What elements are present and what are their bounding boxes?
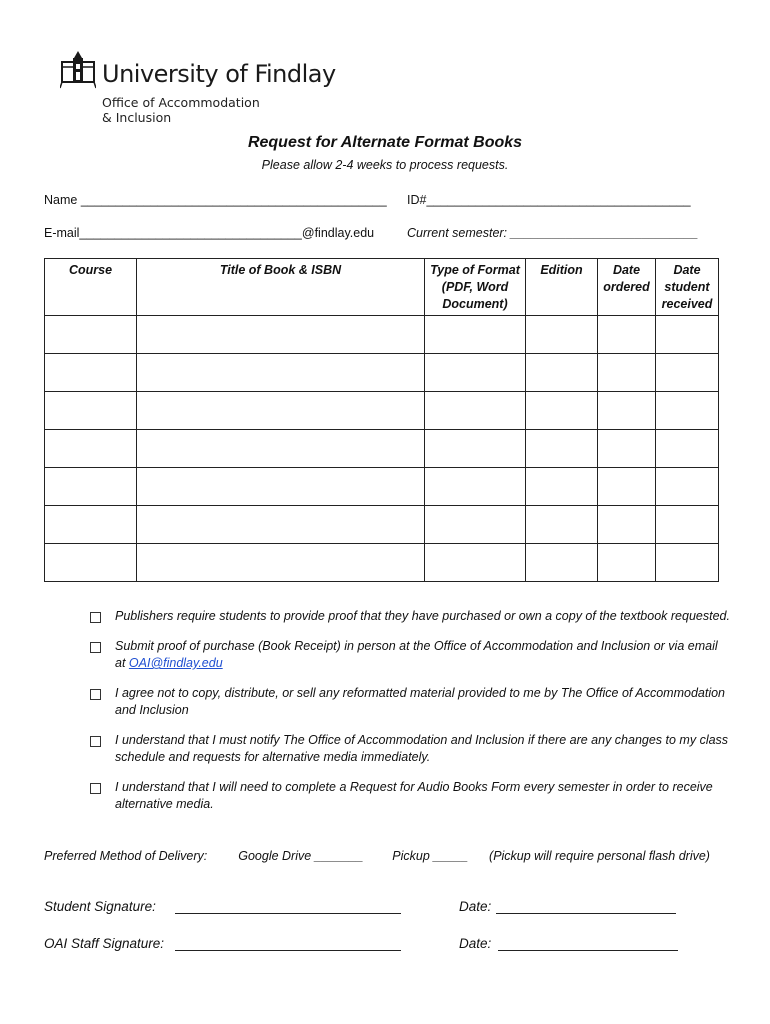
student-date-label: Date: bbox=[459, 899, 492, 914]
pickup-option[interactable]: Pickup _____ bbox=[392, 849, 469, 863]
table-row bbox=[45, 430, 719, 468]
student-signature-line[interactable] bbox=[175, 913, 401, 914]
list-item: I understand that I will need to complete a Request for Audio Books Form every semester in order to receive alternative media. bbox=[90, 779, 730, 813]
table-row bbox=[45, 354, 719, 392]
table-row bbox=[45, 316, 719, 354]
table-row bbox=[45, 468, 719, 506]
table-cell[interactable] bbox=[45, 430, 137, 468]
table-cell[interactable] bbox=[656, 506, 719, 544]
name-field[interactable]: Name ____________________________________________ bbox=[44, 193, 387, 207]
checkbox[interactable] bbox=[90, 736, 101, 747]
table-cell[interactable] bbox=[526, 392, 598, 430]
table-cell[interactable] bbox=[598, 316, 656, 354]
table-cell[interactable] bbox=[598, 468, 656, 506]
table-cell[interactable] bbox=[137, 354, 425, 392]
table-cell[interactable] bbox=[598, 506, 656, 544]
form-title: Request for Alternate Format Books bbox=[247, 134, 523, 151]
semester-field[interactable]: Current semester: ___________________________ bbox=[407, 226, 699, 240]
list-item: Submit proof of purchase (Book Receipt) in person at the Office of Accommodation and Inclusion or via email at OAI@findlay.edu bbox=[90, 638, 730, 672]
oai-email-link[interactable]: OAI@findlay.edu bbox=[128, 656, 223, 670]
table-cell[interactable] bbox=[425, 506, 526, 544]
list-item: I agree not to copy, distribute, or sell any reformatted material provided to me by The Office of Accommodation and Inclusion bbox=[90, 685, 730, 719]
tower-icon bbox=[60, 50, 96, 92]
table-cell[interactable] bbox=[425, 430, 526, 468]
list-item: Publishers require students to provide proof that they have purchased or own a copy of the textbook requested. bbox=[90, 608, 730, 625]
col-course: Course bbox=[45, 259, 137, 316]
table-cell[interactable] bbox=[526, 468, 598, 506]
staff-date-label: Date: bbox=[459, 936, 492, 951]
email-field[interactable]: E-mail________________________________@findlay.edu bbox=[44, 226, 375, 240]
google-drive-option[interactable]: Google Drive _______ bbox=[238, 849, 364, 863]
pickup-note: (Pickup will require personal flash drive) bbox=[489, 849, 710, 863]
staff-date-line[interactable] bbox=[498, 950, 678, 951]
delivery-label: Preferred Method of Delivery: bbox=[44, 849, 208, 863]
table-cell[interactable] bbox=[137, 468, 425, 506]
table-cell[interactable] bbox=[425, 392, 526, 430]
staff-signature-line[interactable] bbox=[175, 950, 401, 951]
table-cell[interactable] bbox=[656, 316, 719, 354]
table-cell[interactable] bbox=[425, 544, 526, 582]
table-cell[interactable] bbox=[45, 354, 137, 392]
checkbox[interactable] bbox=[90, 612, 101, 623]
table-cell[interactable] bbox=[425, 468, 526, 506]
table-cell[interactable] bbox=[598, 430, 656, 468]
table-cell[interactable] bbox=[656, 430, 719, 468]
table-header-row bbox=[45, 259, 719, 316]
table-cell[interactable] bbox=[526, 544, 598, 582]
table-cell[interactable] bbox=[45, 392, 137, 430]
list-item: I understand that I must notify The Office of Accommodation and Inclusion if there are any changes to my class schedule and requests for alternative media immediately. bbox=[90, 732, 730, 766]
student-date-line[interactable] bbox=[496, 913, 676, 914]
checkbox[interactable] bbox=[90, 689, 101, 700]
table-cell[interactable] bbox=[656, 544, 719, 582]
col-date-ordered: Date ordered bbox=[598, 259, 656, 316]
table-cell[interactable] bbox=[137, 506, 425, 544]
table-cell[interactable] bbox=[598, 354, 656, 392]
table-cell[interactable] bbox=[45, 544, 137, 582]
university-name: University of Findlay bbox=[102, 60, 336, 88]
table-cell[interactable] bbox=[137, 430, 425, 468]
table-cell[interactable] bbox=[598, 392, 656, 430]
table-cell[interactable] bbox=[45, 316, 137, 354]
books-table bbox=[44, 258, 719, 582]
table-cell[interactable] bbox=[656, 354, 719, 392]
col-date-received: Date student received bbox=[656, 259, 719, 316]
table-cell[interactable] bbox=[526, 354, 598, 392]
checkbox[interactable] bbox=[90, 642, 101, 653]
student-signature-label: Student Signature: bbox=[44, 899, 156, 914]
acknowledgement-list bbox=[90, 608, 730, 826]
col-format: Type of Format (PDF, Word Document) bbox=[425, 259, 526, 316]
table-cell[interactable] bbox=[425, 316, 526, 354]
table-cell[interactable] bbox=[45, 468, 137, 506]
delivery-row bbox=[44, 849, 710, 863]
table-cell[interactable] bbox=[526, 316, 598, 354]
id-field[interactable]: ID#______________________________________ bbox=[407, 193, 691, 207]
form-subtitle: Please allow 2-4 weeks to process requests. bbox=[261, 158, 509, 172]
table-cell[interactable] bbox=[137, 392, 425, 430]
office-name: Office of Accommodation & Inclusion bbox=[102, 95, 260, 125]
staff-signature-label: OAI Staff Signature: bbox=[44, 936, 165, 951]
table-cell[interactable] bbox=[425, 354, 526, 392]
table-cell[interactable] bbox=[45, 506, 137, 544]
table-cell[interactable] bbox=[526, 430, 598, 468]
table-cell[interactable] bbox=[137, 544, 425, 582]
table-cell[interactable] bbox=[526, 506, 598, 544]
table-cell[interactable] bbox=[598, 544, 656, 582]
table-cell[interactable] bbox=[656, 392, 719, 430]
table-row bbox=[45, 544, 719, 582]
table-row bbox=[45, 506, 719, 544]
table-cell[interactable] bbox=[137, 316, 425, 354]
table-cell[interactable] bbox=[656, 468, 719, 506]
col-title-isbn: Title of Book & ISBN bbox=[137, 259, 425, 316]
table-row bbox=[45, 392, 719, 430]
col-edition: Edition bbox=[526, 259, 598, 316]
checkbox[interactable] bbox=[90, 783, 101, 794]
